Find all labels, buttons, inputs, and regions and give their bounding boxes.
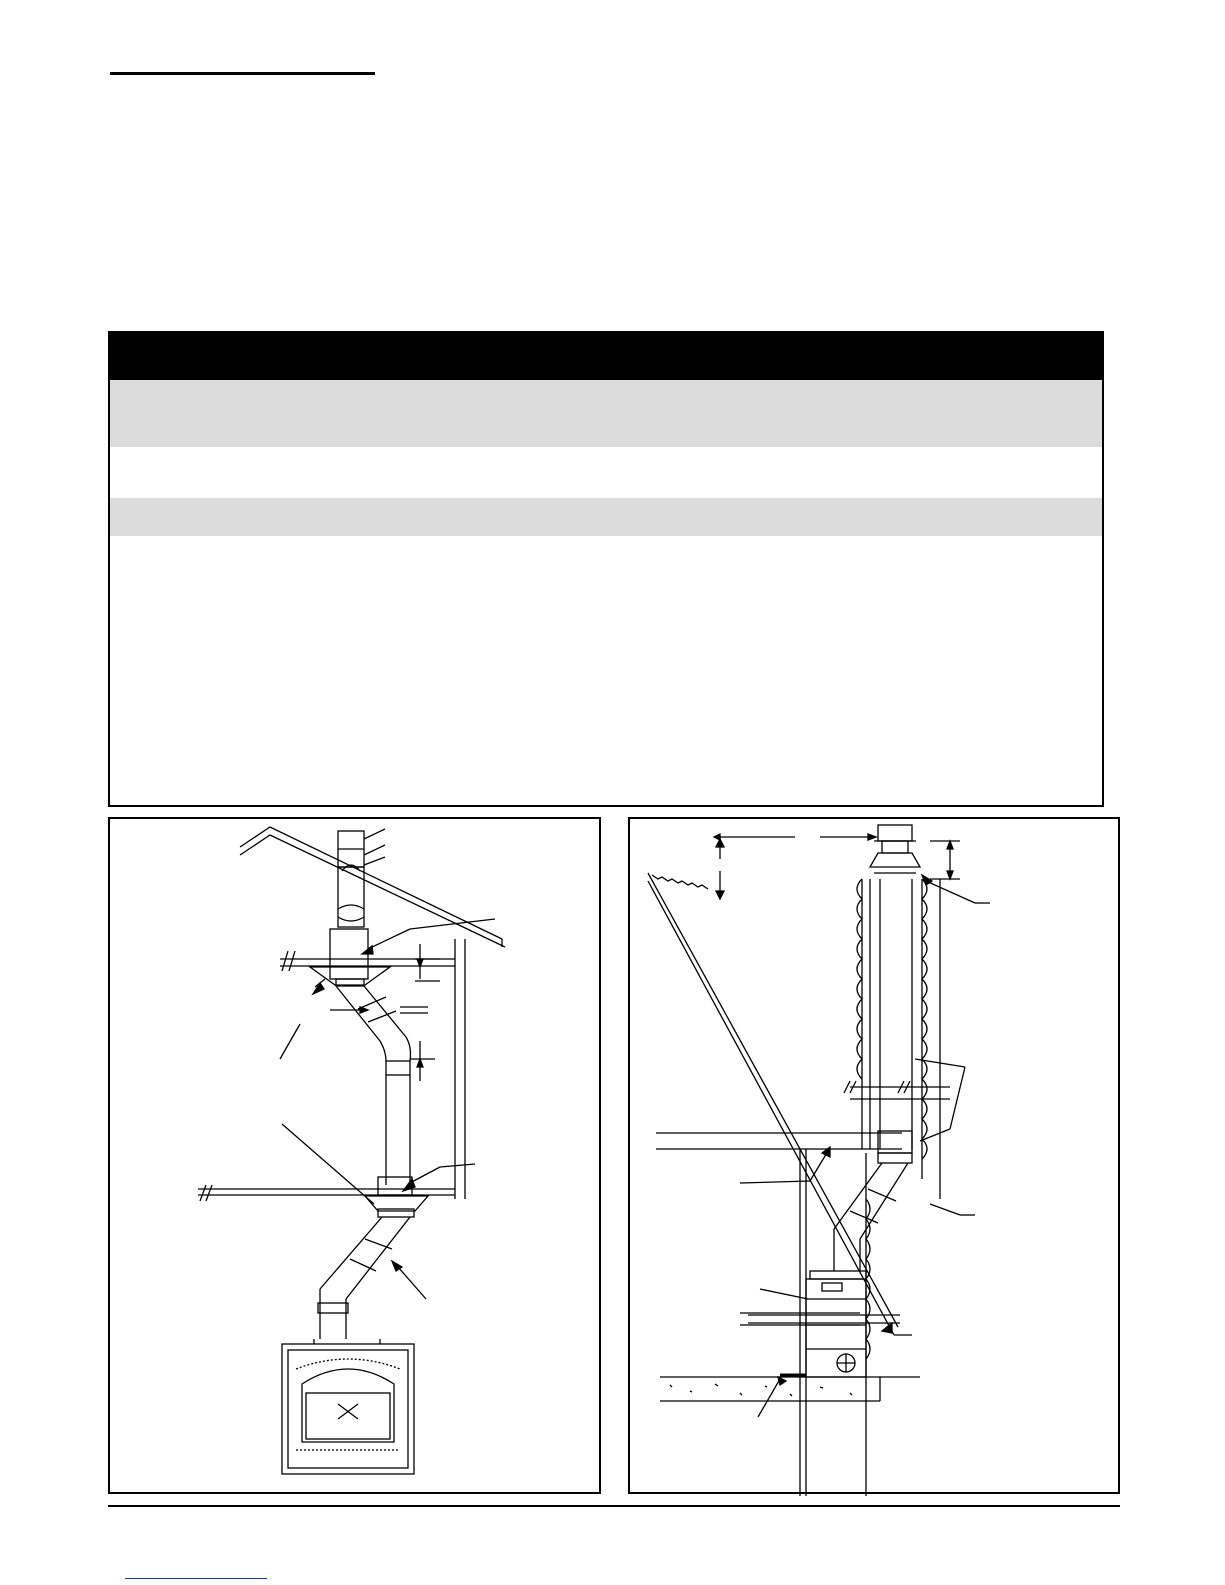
- footer-rule: [108, 1505, 1120, 1507]
- chase-enclosure: [748, 879, 940, 1323]
- table-row: [110, 498, 1102, 536]
- specification-table: [108, 331, 1104, 807]
- installation-diagram-exterior-chase: [628, 817, 1120, 1494]
- title-underline: [110, 72, 375, 75]
- leader-lines: [280, 919, 495, 1299]
- footer-link-underline[interactable]: [125, 1578, 267, 1579]
- table-header-row: [110, 333, 1102, 380]
- chimney-cap: [870, 825, 920, 873]
- stove-connector-pipe: [318, 1217, 410, 1339]
- table-row: [110, 380, 1102, 447]
- building-lines: [656, 1081, 950, 1325]
- table-row: [110, 536, 1102, 805]
- height-above-roof-dimension: [714, 834, 990, 903]
- exterior-chase-drawing: [630, 819, 1122, 1496]
- roof-outline: [648, 871, 912, 1335]
- ceiling-support: [280, 929, 455, 986]
- installation-diagram-ceiling: [108, 817, 601, 1494]
- stove-unit: [282, 1339, 414, 1474]
- foundation: [660, 1375, 920, 1401]
- offset-pipe: [336, 986, 411, 1185]
- table-row: [110, 447, 1102, 498]
- floor-penetration: [198, 1177, 455, 1217]
- ceiling-install-drawing: [110, 819, 603, 1496]
- stove-unit: [806, 1271, 866, 1377]
- roof-outline: [240, 827, 505, 1199]
